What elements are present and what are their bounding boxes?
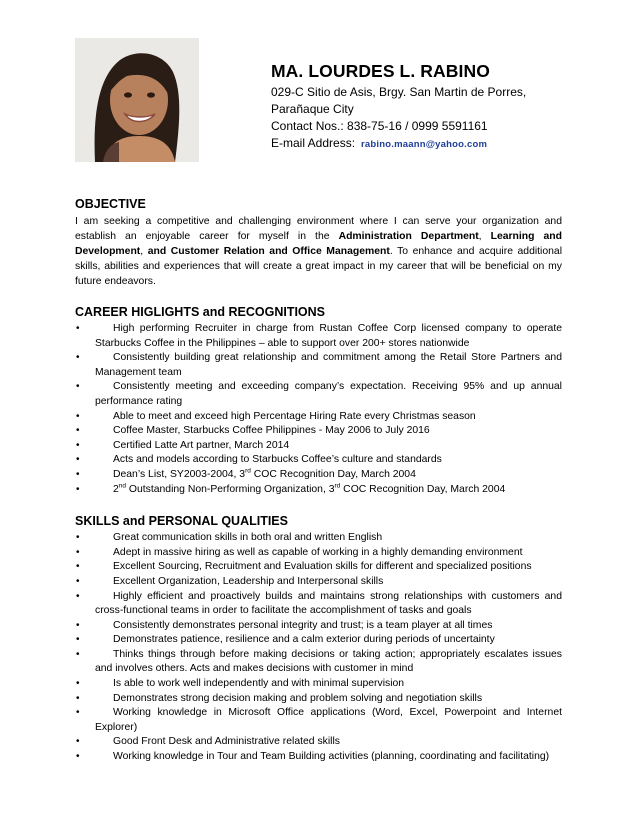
list-item-text: Good Front Desk and Administrative related skills xyxy=(113,736,340,748)
career-heading: CAREER HIGLIGHTS and RECOGNITIONS xyxy=(75,305,326,319)
skills-heading: SKILLS and PERSONAL QUALITIES xyxy=(75,514,288,529)
list-item-text: Consistently building great relationship and commitment among the Retail Store Partners and Management team xyxy=(95,352,562,378)
list-item-text: Highly efficient and proactively builds and maintains strong relationships with customers and cross-functional teams in order to facilitate the accomplishment of tasks and goals xyxy=(95,590,562,617)
email-row xyxy=(271,135,601,153)
list-item xyxy=(75,750,562,765)
list-item xyxy=(75,633,562,648)
list-item-text: Working knowledge in Microsoft Office applications (Word, Excel, Powerpoint and Internet Explorer) xyxy=(95,707,562,733)
list-item xyxy=(75,531,562,546)
ordinal-suffix: rd xyxy=(245,467,251,475)
objective-text-part: , xyxy=(140,246,148,257)
address-line-1: 029-C Sitio de Asis, Brgy. San Martin de Porres, xyxy=(271,85,527,99)
bullet-icon: • xyxy=(76,751,80,763)
list-item-text: Excellent Sourcing, Recruitment and Evaluation skills for different and specialized positions xyxy=(113,561,532,573)
objective-text-part: . To enhance and acquire additional skills, abilities and experiences that will create a great impact in my career that will be beneficial on my future endeavors. xyxy=(75,246,563,287)
list-item-text: Dean’s List, SY2003-2004, 3 xyxy=(113,468,246,480)
contact-numbers: Contact Nos.: 838-75-16 / 0999 5591161 xyxy=(271,119,488,133)
list-item xyxy=(75,380,562,409)
bullet-icon: • xyxy=(76,590,80,602)
contact-header xyxy=(271,60,601,153)
objective-bold-learning: Learning and Development xyxy=(75,231,563,257)
list-item-text: Great communication skills in both oral and written English xyxy=(113,532,383,544)
list-item xyxy=(75,575,562,590)
bullet-icon: • xyxy=(76,736,80,748)
list-item xyxy=(75,410,562,425)
bullet-icon: • xyxy=(76,619,80,631)
list-item-text: Consistently meeting and exceeding company’s expectation. Receiving 95% and up annual performance rating xyxy=(95,381,562,407)
list-item xyxy=(75,322,562,351)
list-item xyxy=(75,619,562,634)
objective-bold-customer: and Customer Relation and Office Management xyxy=(147,246,390,257)
ordinal-suffix: nd xyxy=(118,482,127,490)
list-item-text: Working knowledge in Tour and Team Building activities (planning, coordinating and facilitating) xyxy=(113,751,550,763)
list-item-text: High performing Recruiter in charge from Rustan Coffee Corp licensed company to operate Starbucks Coffee in the Philippines – able to support over 200+ stores nationwide xyxy=(95,323,562,349)
objective-text-part: I am seeking a competitive and challenging environment where I can serve your organization and establish an enjoyable career for myself in the xyxy=(75,216,562,242)
profile-photo xyxy=(75,38,199,162)
resume-body xyxy=(75,196,562,765)
list-item xyxy=(75,560,562,575)
list-item-text: Demonstrates strong decision making and problem solving and negotiation skills xyxy=(113,692,483,704)
list-item xyxy=(75,453,562,468)
list-item-text: COC Recognition Day, March 2004 xyxy=(250,468,416,480)
career-list xyxy=(75,322,562,497)
bullet-icon: • xyxy=(76,546,80,558)
list-item xyxy=(75,351,562,380)
list-item-deans-list xyxy=(75,468,562,483)
list-item xyxy=(75,648,562,677)
list-item xyxy=(75,706,562,735)
list-item-text: Adept in massive hiring as well as capable of working in a highly demanding environment xyxy=(113,546,523,558)
list-item-outstanding-org xyxy=(75,483,562,498)
objective-section xyxy=(75,196,562,289)
email-label: E-mail Address: xyxy=(271,136,356,150)
bullet-icon: • xyxy=(76,575,80,587)
list-item xyxy=(75,590,562,619)
applicant-name: MA. LOURDES L. RABINO xyxy=(271,61,490,81)
objective-text xyxy=(75,214,562,289)
bullet-icon: • xyxy=(76,352,80,364)
list-item-text: Able to meet and exceed high Percentage Hiring Rate every Christmas season xyxy=(113,410,476,422)
portrait-image xyxy=(75,38,199,162)
bullet-icon: • xyxy=(76,381,80,393)
email-address[interactable]: rabino.maann@yahoo.com xyxy=(361,139,488,150)
bullet-icon: • xyxy=(76,678,80,690)
list-item xyxy=(75,677,562,692)
ordinal-suffix: rd xyxy=(334,482,341,490)
list-item-text: Outstanding Non-Performing Organization, 3 xyxy=(126,483,335,495)
bullet-icon: • xyxy=(76,707,80,719)
list-item-text: Is able to work well independently and with minimal supervision xyxy=(113,678,405,690)
list-item xyxy=(75,424,562,439)
bullet-icon: • xyxy=(76,468,80,480)
list-item xyxy=(75,692,562,707)
list-item-text: Demonstrates patience, resilience and a calm exterior during periods of uncertainty xyxy=(113,634,495,646)
list-item-text: Certified Latte Art partner, March 2014 xyxy=(113,439,290,451)
bullet-icon: • xyxy=(76,425,80,437)
objective-text-part: , xyxy=(478,231,491,242)
bullet-icon: • xyxy=(76,532,80,544)
list-item-text: Thinks things through before making decisions or taking action; appropriately escalates issues and involves others. Acts and makes decisions with customer in mind xyxy=(95,648,562,675)
objective-bold-admin: Administration Department xyxy=(338,231,479,242)
list-item xyxy=(75,735,562,750)
bullet-icon: • xyxy=(76,648,80,660)
list-item-text: Acts and models according to Starbucks Coffee’s culture and standards xyxy=(113,454,442,466)
list-item-text: Coffee Master, Starbucks Coffee Philippines - May 2006 to July 2016 xyxy=(113,425,430,437)
skills-section xyxy=(75,513,562,765)
list-item-text: Consistently demonstrates personal integrity and trust; is a team player at all times xyxy=(113,619,493,631)
bullet-icon: • xyxy=(76,454,80,466)
bullet-icon: • xyxy=(76,561,80,573)
list-item xyxy=(75,439,562,454)
skills-list xyxy=(75,531,562,765)
list-item xyxy=(75,546,562,561)
objective-heading: OBJECTIVE xyxy=(75,197,146,211)
bullet-icon: • xyxy=(76,410,80,422)
bullet-icon: • xyxy=(76,323,80,334)
list-item-text: 2 xyxy=(113,483,119,495)
list-item-text: Excellent Organization, Leadership and Interpersonal skills xyxy=(113,575,384,587)
bullet-icon: • xyxy=(76,439,80,451)
bullet-icon: • xyxy=(76,692,80,704)
career-section xyxy=(75,304,562,497)
list-item-text: COC Recognition Day, March 2004 xyxy=(340,483,506,495)
bullet-icon: • xyxy=(76,634,80,646)
address-line-2: Parañaque City xyxy=(271,102,354,116)
bullet-icon: • xyxy=(76,483,80,495)
